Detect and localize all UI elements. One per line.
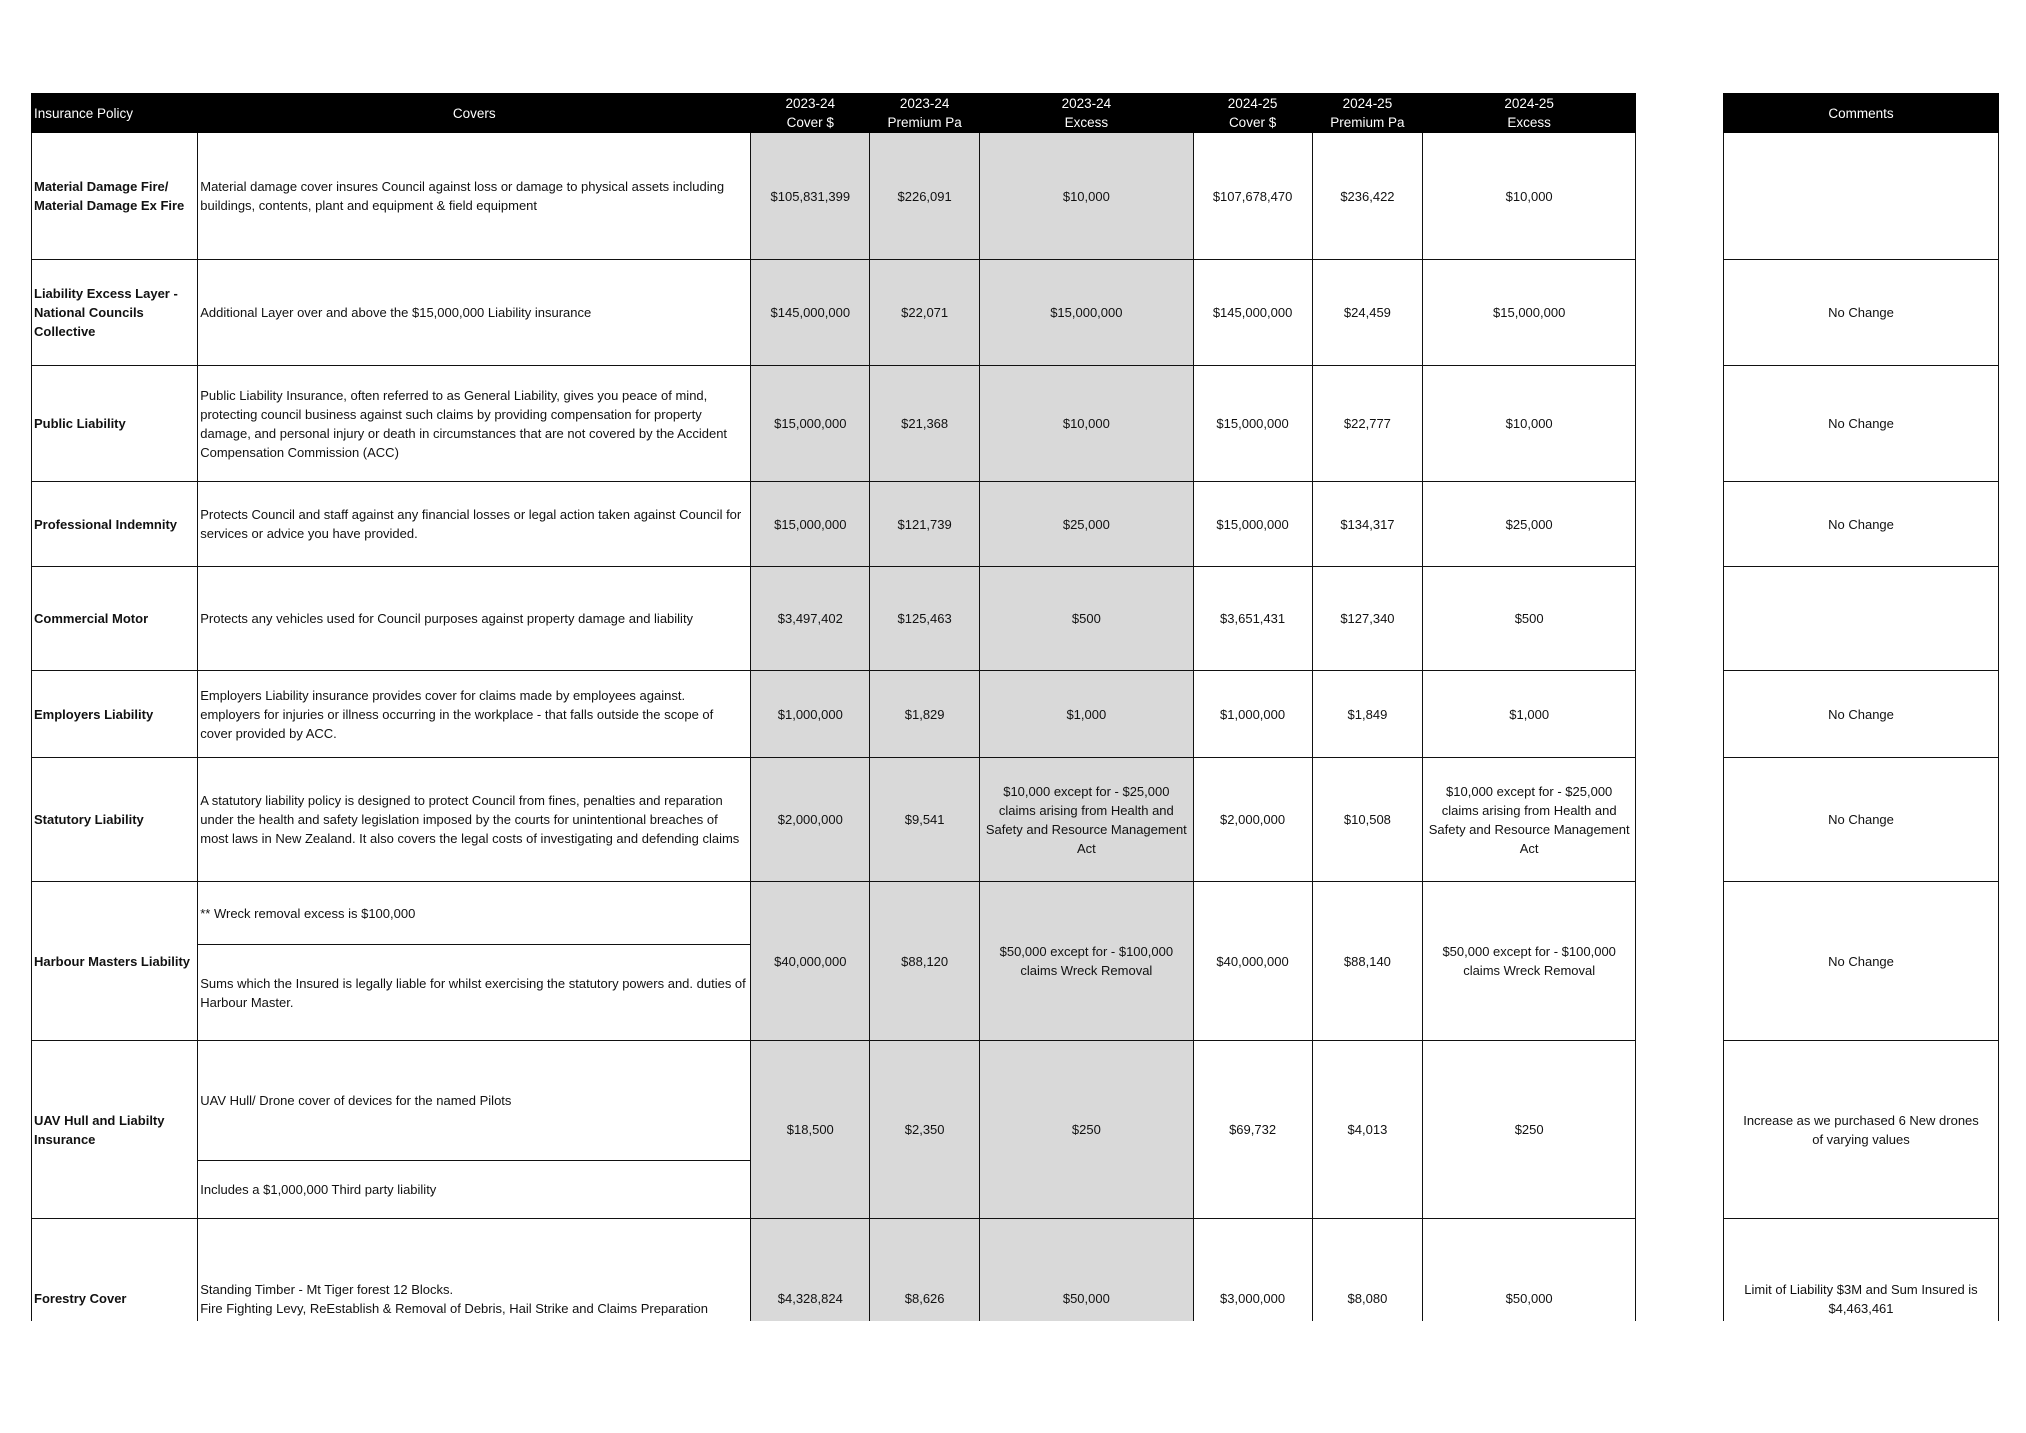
excess-2024: $50,000 except for - $100,000 claims Wreck Removal — [1423, 882, 1636, 1041]
comment-row — [1724, 1041, 1999, 1219]
header-comments: Comments — [1724, 94, 1999, 133]
comments-header-row — [1724, 94, 1999, 133]
excess-2024: $25,000 — [1423, 482, 1636, 567]
covers-text: Protects any vehicles used for Council purposes against property damage and liability — [198, 567, 751, 671]
premium-2023: $8,626 — [870, 1219, 980, 1379]
cover-2024: $1,000,000 — [1193, 671, 1312, 758]
excess-2024: $10,000 except for - $25,000 claims arising from Health and Safety and Resource Management Act — [1423, 758, 1636, 882]
table-header-row — [32, 94, 1636, 133]
policy-name: Harbour Masters Liability — [32, 882, 198, 1041]
comment-row — [1724, 133, 1999, 260]
cover-2023: $18,500 — [751, 1041, 870, 1219]
header-2024-excess: 2024-25 Excess — [1423, 94, 1636, 133]
premium-2024: $1,849 — [1312, 671, 1423, 758]
comment-row — [1724, 482, 1999, 567]
comment-cell: No Change — [1724, 366, 1999, 482]
premium-2023: $125,463 — [870, 567, 980, 671]
covers-text: Additional Layer over and above the $15,000,000 Liability insurance — [198, 260, 751, 366]
cover-2024: $69,732 — [1193, 1041, 1312, 1219]
header-covers: Covers — [198, 94, 751, 133]
policy-name: Material Damage Fire/ Material Damage Ex Fire — [32, 133, 198, 260]
covers-text: Standing Timber - Mt Tiger forest 12 Blocks. Fire Fighting Levy, ReEstablish & Removal of Debris, Hail Strike and Claims Preparation — [198, 1219, 751, 1379]
policy-name: Liability Excess Layer - National Councils Collective — [32, 260, 198, 366]
comment-cell: No Change — [1724, 671, 1999, 758]
cover-2024: $2,000,000 — [1193, 758, 1312, 882]
excess-2023: $25,000 — [980, 482, 1194, 567]
comment-row — [1724, 758, 1999, 882]
covers-text: Public Liability Insurance, often referred to as General Liability, gives you peace of mind, protecting council business against such claims by providing compensation for property damage, and personal injury or death in circumstances that are not covered by the Accident Compensation Commission (ACC) — [198, 366, 751, 482]
cover-2024: $15,000,000 — [1193, 366, 1312, 482]
excess-2024: $1,000 — [1423, 671, 1636, 758]
excess-2023: $500 — [980, 567, 1194, 671]
cover-2024: $3,651,431 — [1193, 567, 1312, 671]
covers-text: UAV Hull/ Drone cover of devices for the named Pilots — [198, 1041, 751, 1161]
covers-text: ** Wreck removal excess is $100,000 — [198, 882, 751, 945]
cover-2023: $2,000,000 — [751, 758, 870, 882]
cover-2023: $105,831,399 — [751, 133, 870, 260]
comment-cell: No Change — [1724, 260, 1999, 366]
premium-2023: $88,120 — [870, 882, 980, 1041]
cover-2024: $40,000,000 — [1193, 882, 1312, 1041]
premium-2024: $10,508 — [1312, 758, 1423, 882]
premium-2023: $121,739 — [870, 482, 980, 567]
policy-name: UAV Hull and Liabilty Insurance — [32, 1041, 198, 1219]
comment-cell — [1724, 133, 1999, 260]
premium-2024: $8,080 — [1312, 1219, 1423, 1379]
table-row — [32, 482, 1636, 567]
covers-text: A statutory liability policy is designed to protect Council from fines, penalties and reparation under the health and safety legislation imposed by the courts for unintentional breaches of most laws in New Zealand. It also covers the legal costs of investigating and defending claims — [198, 758, 751, 882]
cover-2023: $40,000,000 — [751, 882, 870, 1041]
cover-2024: $107,678,470 — [1193, 133, 1312, 260]
cover-2024: $15,000,000 — [1193, 482, 1312, 567]
comment-cell: No Change — [1724, 482, 1999, 567]
premium-2024: $88,140 — [1312, 882, 1423, 1041]
covers-text: Material damage cover insures Council against loss or damage to physical assets including buildings, contents, plant and equipment & field equipment — [198, 133, 751, 260]
excess-2024: $500 — [1423, 567, 1636, 671]
premium-2023: $2,350 — [870, 1041, 980, 1219]
excess-2023: $50,000 except for - $100,000 claims Wreck Removal — [980, 882, 1194, 1041]
premium-2024: $24,459 — [1312, 260, 1423, 366]
cover-2023: $15,000,000 — [751, 482, 870, 567]
table-row — [32, 1041, 1636, 1161]
comment-cell — [1724, 567, 1999, 671]
policy-name: Forestry Cover — [32, 1219, 198, 1379]
comment-row — [1724, 671, 1999, 758]
excess-2023: $15,000,000 — [980, 260, 1194, 366]
comment-row — [1724, 882, 1999, 1041]
cover-2023: $3,497,402 — [751, 567, 870, 671]
premium-2023: $22,071 — [870, 260, 980, 366]
header-2023-premium: 2023-24 Premium Pa — [870, 94, 980, 133]
insurance-policy-table — [31, 93, 1636, 1379]
comments-table — [1723, 93, 1999, 1379]
header-2024-cover: 2024-25 Cover $ — [1193, 94, 1312, 133]
table-row — [32, 882, 1636, 945]
covers-text: Employers Liability insurance provides cover for claims made by employees against. employers for injuries or illness occurring in the workplace - that falls outside the scope of cover provided by ACC. — [198, 671, 751, 758]
covers-text: Protects Council and staff against any financial losses or legal action taken against Council for services or advice you have provided. — [198, 482, 751, 567]
comment-cell: Increase as we purchased 6 New drones of varying values — [1724, 1041, 1999, 1219]
covers-text: Sums which the Insured is legally liable for whilst exercising the statutory powers and. duties of Harbour Master. — [198, 945, 751, 1041]
premium-2023: $226,091 — [870, 133, 980, 260]
excess-2023: $50,000 — [980, 1219, 1194, 1379]
header-2023-cover: 2023-24 Cover $ — [751, 94, 870, 133]
premium-2024: $127,340 — [1312, 567, 1423, 671]
cover-2023: $4,328,824 — [751, 1219, 870, 1379]
cover-2023: $15,000,000 — [751, 366, 870, 482]
premium-2024: $236,422 — [1312, 133, 1423, 260]
header-2023-excess: 2023-24 Excess — [980, 94, 1194, 133]
comment-row — [1724, 567, 1999, 671]
table-row — [32, 758, 1636, 882]
comment-cell: No Change — [1724, 882, 1999, 1041]
excess-2024: $10,000 — [1423, 133, 1636, 260]
cover-2023: $145,000,000 — [751, 260, 870, 366]
excess-2023: $10,000 except for - $25,000 claims arising from Health and Safety and Resource Management Act — [980, 758, 1194, 882]
page-bottom-margin — [0, 1321, 2026, 1433]
excess-2023: $10,000 — [980, 133, 1194, 260]
premium-2023: $1,829 — [870, 671, 980, 758]
policy-name: Employers Liability — [32, 671, 198, 758]
policy-name: Professional Indemnity — [32, 482, 198, 567]
excess-2023: $1,000 — [980, 671, 1194, 758]
excess-2024: $50,000 — [1423, 1219, 1636, 1379]
comment-cell: Limit of Liability $3M and Sum Insured is $4,463,461 — [1724, 1219, 1999, 1379]
table-row — [32, 260, 1636, 366]
excess-2023: $250 — [980, 1041, 1194, 1219]
comment-row — [1724, 260, 1999, 366]
premium-2023: $21,368 — [870, 366, 980, 482]
comment-row — [1724, 366, 1999, 482]
cover-2024: $145,000,000 — [1193, 260, 1312, 366]
policy-name: Commercial Motor — [32, 567, 198, 671]
table-row — [32, 567, 1636, 671]
premium-2024: $4,013 — [1312, 1041, 1423, 1219]
excess-2024: $15,000,000 — [1423, 260, 1636, 366]
table-row — [32, 671, 1636, 758]
excess-2023: $10,000 — [980, 366, 1194, 482]
premium-2023: $9,541 — [870, 758, 980, 882]
header-insurance-policy: Insurance Policy — [32, 94, 198, 133]
header-2024-premium: 2024-25 Premium Pa — [1312, 94, 1423, 133]
policy-name: Public Liability — [32, 366, 198, 482]
premium-2024: $134,317 — [1312, 482, 1423, 567]
policy-name: Statutory Liability — [32, 758, 198, 882]
covers-text: Includes a $1,000,000 Third party liability — [198, 1161, 751, 1219]
excess-2024: $10,000 — [1423, 366, 1636, 482]
excess-2024: $250 — [1423, 1041, 1636, 1219]
table-row — [32, 366, 1636, 482]
table-row — [32, 133, 1636, 260]
cover-2024: $3,000,000 — [1193, 1219, 1312, 1379]
cover-2023: $1,000,000 — [751, 671, 870, 758]
premium-2024: $22,777 — [1312, 366, 1423, 482]
comment-cell: No Change — [1724, 758, 1999, 882]
